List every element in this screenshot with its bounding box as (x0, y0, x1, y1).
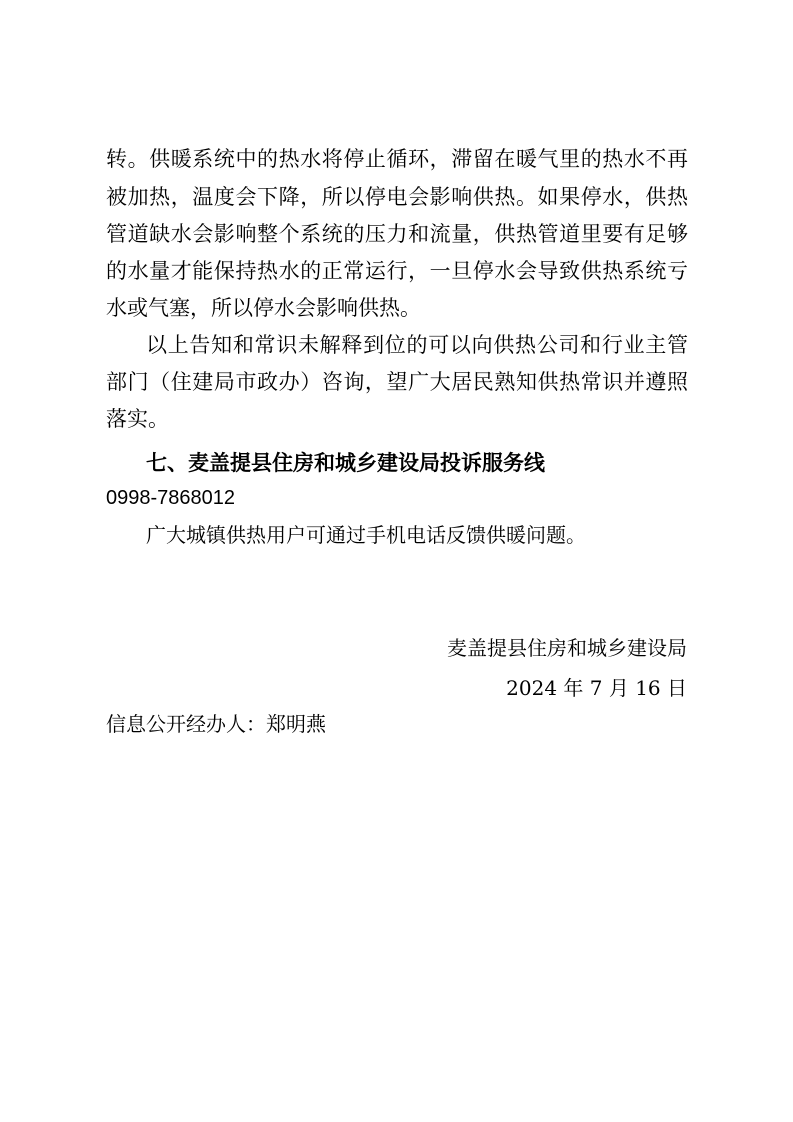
paragraph-line: 转。供暖系统中的热水将停止循环，滞留在暖气里的热水不再 (106, 147, 688, 171)
section-text: 广大城镇供热用户可通过手机电话反馈供暖问题。 (146, 523, 586, 547)
section-heading: 七、麦盖提县住房和城乡建设局投诉服务线 (146, 451, 545, 475)
signature-org: 麦盖提县住房和城乡建设局 (447, 636, 687, 660)
paragraph-line: 被加热，温度会下降，所以停电会影响供热。如果停水，供热 (106, 185, 688, 209)
phone-number: 0998-7868012 (106, 487, 236, 509)
paragraph-line: 落实。 (106, 407, 169, 431)
paragraph-line: 部门（住建局市政办）咨询，望广大居民熟知供热常识并遵照 (106, 370, 688, 394)
paragraph-line: 的水量才能保持热水的正常运行，一旦停水会导致供热系统亏 (106, 259, 688, 283)
paragraph-line: 以上告知和常识未解释到位的可以向供热公司和行业主管 (146, 333, 688, 357)
paragraph-line: 水或气塞，所以停水会影响供热。 (106, 296, 421, 320)
info-handler: 信息公开经办人：郑明燕 (106, 712, 326, 736)
signature-date: 2024 年 7 月 16 日 (506, 676, 687, 700)
paragraph-line: 管道缺水会影响整个系统的压力和流量，供热管道里要有足够 (106, 222, 688, 246)
